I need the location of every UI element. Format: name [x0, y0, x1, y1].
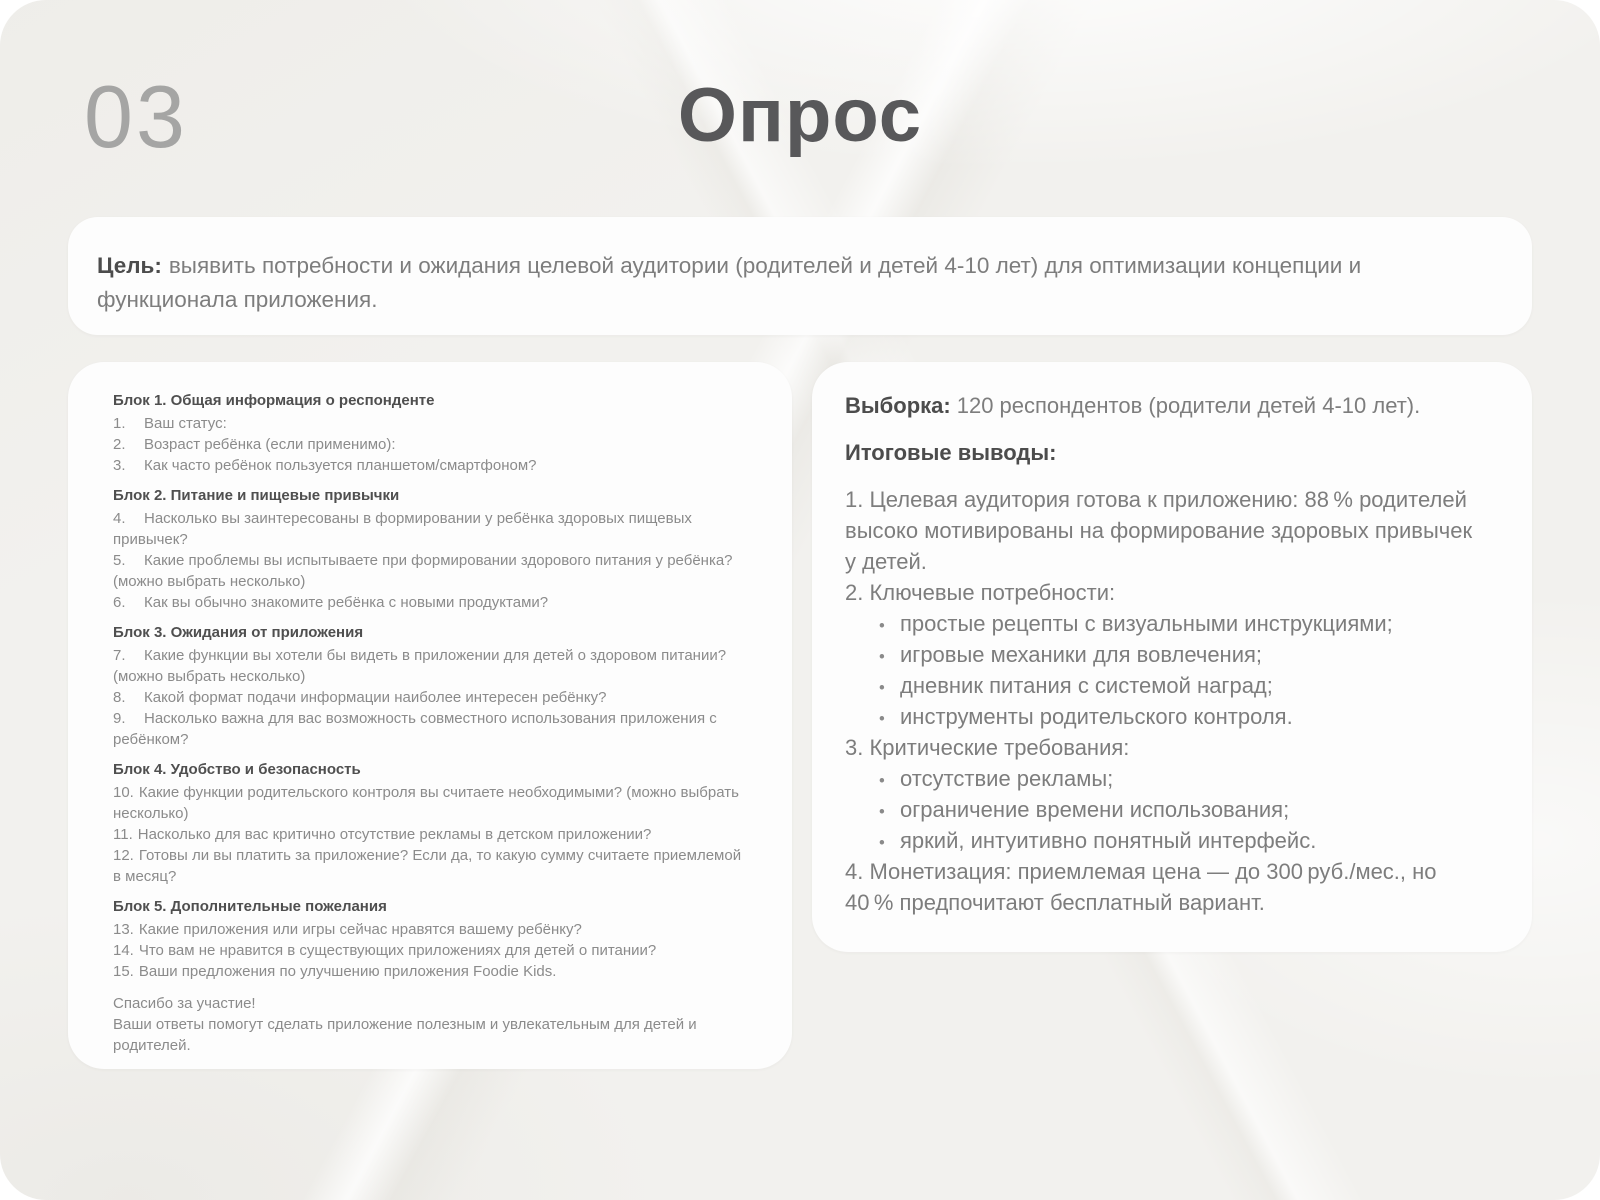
question-7-text: Какие функции вы хотели бы видеть в приложении для детей о здоровом питании? (можно выбрать несколько) [113, 647, 727, 685]
req-3-text: яркий, интуитивно понятный интерфейс. [900, 828, 1317, 854]
question-8 [113, 687, 752, 708]
results-card [812, 362, 1532, 952]
survey-footer [113, 993, 752, 1056]
question-12-number: 12. [113, 847, 134, 864]
question-5 [113, 550, 752, 592]
block-2-heading: Блок 2. Питание и пищевые привычки [113, 487, 400, 504]
block-1-heading: Блок 1. Общая информация о респонденте [113, 392, 435, 409]
goal-card [68, 217, 1532, 335]
question-4-text: Насколько вы заинтересованы в формировании у ребёнка здоровых пищевых привычек? [113, 510, 692, 548]
question-13 [113, 919, 752, 940]
bullet-icon: • [879, 803, 885, 822]
need-1-text: простые рецепты с визуальными инструкциями; [900, 611, 1393, 637]
need-2-text: игровые механики для вовлечения; [900, 642, 1263, 668]
question-15 [113, 961, 752, 982]
question-5-text: Какие проблемы вы испытываете при формировании здорового питания у ребёнка? (можно выбрать несколько) [113, 552, 733, 590]
need-4-text: инструменты родительского контроля. [900, 704, 1293, 730]
question-6 [113, 592, 752, 613]
conclusion-4: 4. Монетизация: приемлемая цена — до 300 руб./мес., но 40 % предпочитают бесплатный вариант. [845, 859, 1437, 916]
question-3-number: 3. [113, 457, 126, 474]
bullet-icon: • [879, 834, 885, 853]
sample-text: 120 респондентов (родители детей 4-10 лет). [956, 393, 1421, 418]
sample-line [845, 390, 1486, 421]
question-2-number: 2. [113, 436, 126, 453]
thanks-line: Спасибо за участие! [113, 995, 256, 1012]
question-3-text: Как часто ребёнок пользуется планшетом/смартфоном? [144, 457, 537, 474]
question-15-text: Ваши предложения по улучшению приложения Foodie Kids. [138, 963, 557, 980]
question-8-text: Какой формат подачи информации наиболее интересен ребёнку? [144, 689, 607, 706]
question-6-text: Как вы обычно знакомите ребёнка с новыми продуктами? [144, 594, 549, 611]
bullet-icon: • [879, 710, 885, 729]
question-4 [113, 508, 752, 550]
survey-block-4 [113, 759, 752, 887]
conclusion-1: 1. Целевая аудитория готова к приложению: 88 % родителей высоко мотивированы на формирование здоровых привычек у детей. [845, 487, 1473, 575]
question-6-number: 6. [113, 594, 126, 611]
block-3-heading: Блок 3. Ожидания от приложения [113, 624, 364, 641]
thanks-note: Ваши ответы помогут сделать приложение полезным и увлекательным для детей и родителей. [113, 1016, 697, 1054]
need-bullet-2 [845, 639, 1486, 670]
req-2-text: ограничение времени использования; [900, 797, 1290, 823]
question-14-text: Что вам не нравится в существующих приложениях для детей о питании? [138, 942, 657, 959]
block-4-heading: Блок 4. Удобство и безопасность [113, 761, 361, 778]
question-1-number: 1. [113, 415, 126, 432]
conclusion-3: 3. Критические требования: [845, 735, 1130, 761]
question-7 [113, 645, 752, 687]
conclusions-heading: Итоговые выводы: [845, 440, 1057, 466]
bullet-icon: • [879, 772, 885, 791]
question-2-text: Возраст ребёнка (если применимо): [144, 436, 396, 453]
slide-number: 03 [84, 67, 188, 166]
question-9-text: Насколько важна для вас возможность совместного использования приложения с ребёнком? [113, 710, 717, 748]
question-11 [113, 824, 752, 845]
survey-block-2 [113, 485, 752, 613]
survey-card [68, 362, 792, 1069]
question-9-number: 9. [113, 710, 126, 727]
question-3 [113, 455, 752, 476]
survey-block-1 [113, 390, 752, 476]
question-7-number: 7. [113, 647, 126, 664]
question-13-text: Какие приложения или игры сейчас нравятся вашему ребёнку? [138, 921, 582, 938]
req-1-text: отсутствие рекламы; [900, 766, 1114, 792]
conclusion-2: 2. Ключевые потребности: [845, 580, 1116, 606]
question-15-number: 15. [113, 963, 134, 980]
req-bullet-3 [845, 825, 1486, 856]
question-10 [113, 782, 752, 824]
question-14-number: 14. [113, 942, 134, 959]
question-13-number: 13. [113, 921, 134, 938]
question-12 [113, 845, 752, 887]
survey-block-3 [113, 622, 752, 750]
bullet-icon: • [879, 679, 885, 698]
goal-body: выявить потребности и ожидания целевой аудитории (родителей и детей 4-10 лет) для оптимизации концепции и функционала приложения. [97, 253, 1362, 312]
bullet-icon: • [879, 648, 885, 667]
question-1 [113, 413, 752, 434]
need-3-text: дневник питания с системой наград; [900, 673, 1273, 699]
question-8-number: 8. [113, 689, 126, 706]
need-bullet-4 [845, 701, 1486, 732]
bullet-icon: • [879, 617, 885, 636]
req-bullet-2 [845, 794, 1486, 825]
question-10-text: Какие функции родительского контроля вы считаете необходимыми? (можно выбрать несколько) [113, 784, 739, 822]
goal-text [97, 249, 1502, 317]
question-12-text: Готовы ли вы платить за приложение? Если да, то какую сумму считаете приемлемой в месяц? [113, 847, 742, 885]
need-bullet-3 [845, 670, 1486, 701]
block-5-heading: Блок 5. Дополнительные пожелания [113, 898, 387, 915]
page-title: Опрос [677, 73, 923, 158]
question-14 [113, 940, 752, 961]
goal-label: Цель: [97, 253, 162, 278]
question-4-number: 4. [113, 510, 126, 527]
question-9 [113, 708, 752, 750]
question-11-number: 11. [113, 826, 133, 843]
question-1-text: Ваш статус: [144, 415, 227, 432]
question-2 [113, 434, 752, 455]
question-11-text: Насколько для вас критично отсутствие рекламы в детском приложении? [137, 826, 652, 843]
need-bullet-1 [845, 608, 1486, 639]
req-bullet-1 [845, 763, 1486, 794]
survey-block-5 [113, 896, 752, 982]
question-10-number: 10. [113, 784, 134, 801]
sample-label: Выборка: [845, 393, 951, 418]
question-5-number: 5. [113, 552, 126, 569]
